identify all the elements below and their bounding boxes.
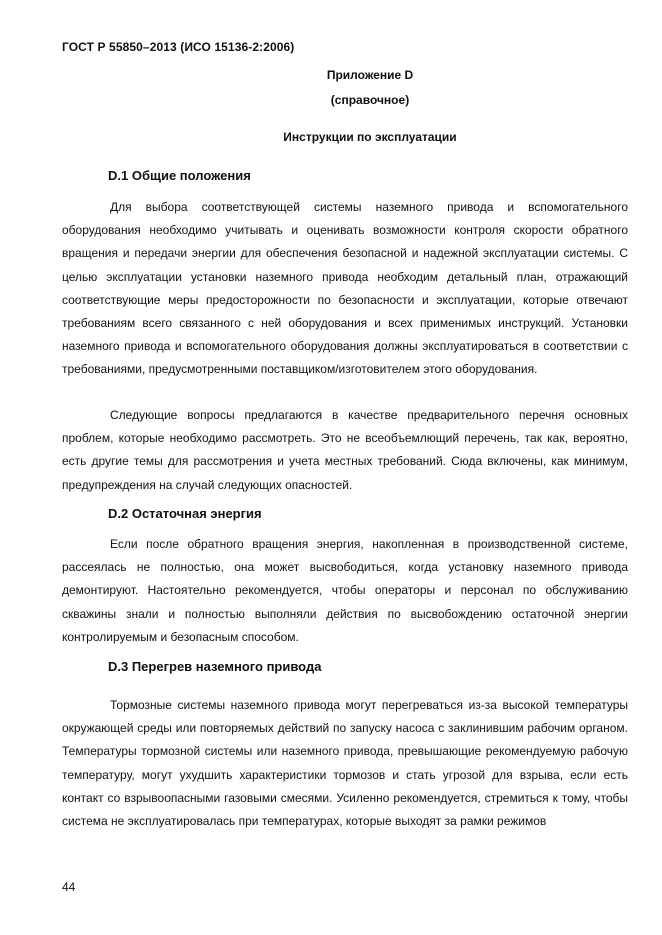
appendix-heading: Инструкции по эксплуатации	[283, 130, 457, 144]
paragraph-d3-1: Тормозные системы наземного привода могут перегреваться из-за высокой температуры окружающей среды или повторяемых действий по запуску насоса с заклинившим рабочим органом. Температуры тормозной системы или наземного привода, превышающие рекомендуемую рабочую температуру, могут ухудшить характеристики тормозов и стать угрозой для взрыва, если есть контакт со взрывоопасными газовыми смесями. Усиленно рекомендуется, стремиться к тому, чтобы система не эксплуатировалась при температурах, которые выходят за рамки режимов	[62, 698, 628, 829]
section-heading-d3: D.3 Перегрев наземного привода	[108, 659, 322, 674]
section-heading-d1: D.1 Общие положения	[108, 168, 251, 183]
appendix-title: Приложение D	[326, 68, 414, 82]
section-heading-d2: D.2 Остаточная энергия	[108, 506, 262, 521]
paragraph-d2-1: Если после обратного вращения энергия, накопленная в производственной системе, рассеялась не полностью, она может высвободиться, когда установку наземного привода демонтируют. Настоятельно рекомендуется, чтобы операторы и персонал по обслуживанию скважины знали и полностью выполняли действия по высвобождению остаточной энергии контролируемым и безопасным способом.	[62, 537, 628, 644]
standard-code-header: ГОСТ Р 55850–2013 (ИСО 15136-2:2006)	[62, 40, 295, 54]
paragraph-d1-1: Для выбора соответствующей системы наземного привода и вспомогательного оборудования необходимо учитывать и оценивать возможности контроля скорости обратного вращения и передачи энергии для обеспечения безопасной и надежной эксплуатации системы. С целью эксплуатации установки наземного привода необходим детальный план, отражающий соответствующие меры предосторожности по безопасности и эксплуатации, которые отвечают требованиям всего связанного с ней оборудования и всех применимых инструкций. Установки наземного привода и вспомогательного оборудования должны эксплуатироваться в соответствии с требованиями, предусмотренными поставщиком/изготовителем этого оборудования.	[62, 200, 628, 377]
page-number: 44	[62, 880, 76, 894]
appendix-subtitle: (справочное)	[330, 93, 410, 107]
paragraph-d1-2: Следующие вопросы предлагаются в качестве предварительного перечня основных проблем, которые необходимо рассмотреть. Это не всеобъемлющий перечень, так как, вероятно, есть другие темы для рассмотрения и учета местных требований. Сюда включены, как минимум, предупреждения на случай следующих опасностей.	[62, 408, 628, 492]
